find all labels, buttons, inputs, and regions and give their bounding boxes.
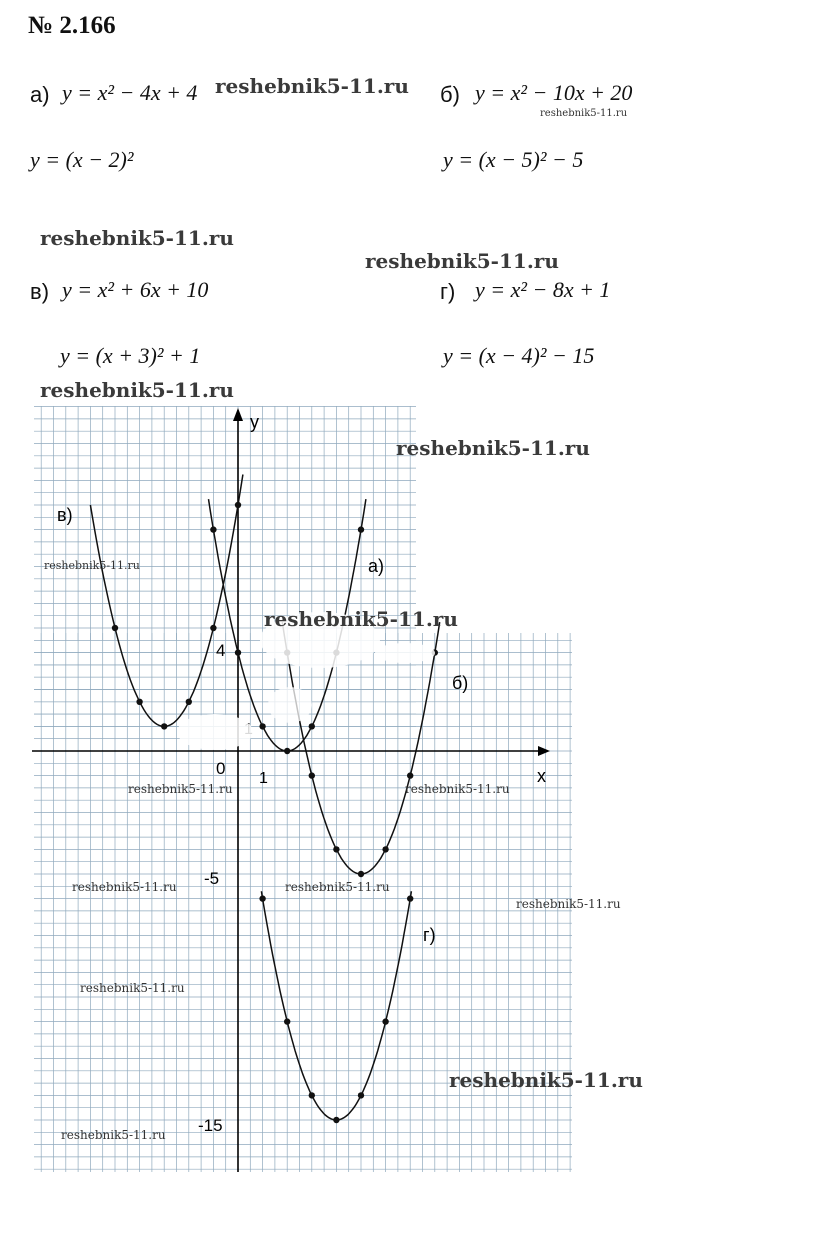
watermark: reshebnik5-11.ru: [285, 880, 390, 894]
labels: [57, 412, 546, 1135]
point-1: [407, 772, 413, 778]
point-0: [210, 526, 216, 532]
part-v-label: в): [30, 279, 50, 304]
y-axis-arrow: [233, 408, 243, 421]
watermark: reshebnik5-11.ru: [40, 226, 234, 250]
part-a-label: а): [30, 82, 50, 107]
watermark: reshebnik5-11.ru: [264, 607, 458, 631]
part-a-given: y = x² − 4x + 4: [62, 80, 198, 105]
scan-smudge: [375, 643, 435, 663]
part-b-answer: y = (x − 5)² − 5: [443, 147, 584, 172]
series-label-b: б): [452, 673, 469, 693]
part-v-given: y = x² + 6x + 10: [62, 277, 209, 302]
watermark: reshebnik5-11.ru: [61, 1128, 166, 1142]
watermark: reshebnik5-11.ru: [540, 108, 628, 119]
part-b-label: б): [440, 82, 460, 107]
watermark: reshebnik5-11.ru: [80, 981, 185, 995]
point-0: [358, 526, 364, 532]
point-2: [235, 502, 241, 508]
part-g-answer: y = (x − 4)² − 15: [443, 343, 595, 368]
point-3: [259, 895, 265, 901]
point-0: [309, 723, 315, 729]
y-axis-label: y: [250, 412, 259, 432]
y-tick-minus-5: -5: [204, 869, 220, 888]
watermark: reshebnik5-11.ru: [365, 249, 559, 273]
part-g-given: y = x² − 8x + 1: [475, 277, 611, 302]
point-0: [235, 649, 241, 655]
parabola-2: [90, 475, 243, 727]
point-2: [210, 625, 216, 631]
y-tick-4: 4: [216, 641, 226, 660]
part-a-answer: y = (x − 2)²: [30, 147, 134, 172]
x-axis-label: x: [537, 766, 546, 786]
point-0: [259, 723, 265, 729]
point-2: [186, 699, 192, 705]
point-3: [407, 895, 413, 901]
point-1: [382, 846, 388, 852]
scan-smudge: [268, 687, 312, 723]
point-3: [284, 1018, 290, 1024]
watermark: reshebnik5-11.ru: [215, 74, 409, 98]
watermark: reshebnik5-11.ru: [449, 1068, 643, 1092]
point-2: [112, 625, 118, 631]
part-g-label: г): [440, 279, 456, 304]
point-3: [382, 1018, 388, 1024]
watermark: reshebnik5-11.ru: [44, 559, 140, 572]
part-v-answer: y = (x + 3)² + 1: [60, 343, 201, 368]
series-label-v: в): [57, 505, 73, 525]
origin-label: 0: [216, 759, 226, 778]
point-2: [161, 723, 167, 729]
point-0: [284, 748, 290, 754]
watermark: reshebnik5-11.ru: [128, 782, 233, 796]
watermark: reshebnik5-11.ru: [516, 897, 621, 911]
watermark: reshebnik5-11.ru: [405, 782, 510, 796]
y-tick-minus-15: -15: [198, 1116, 223, 1135]
series-label-g: г): [423, 925, 436, 945]
scan-smudge: [177, 714, 253, 750]
point-3: [333, 1117, 339, 1123]
watermark: reshebnik5-11.ru: [40, 378, 234, 402]
problem-title: № 2.166: [28, 12, 116, 39]
point-1: [333, 846, 339, 852]
point-3: [309, 1092, 315, 1098]
point-3: [358, 1092, 364, 1098]
series-label-a: а): [368, 556, 385, 576]
point-1: [309, 772, 315, 778]
x-tick-1: 1: [259, 770, 268, 787]
watermark: reshebnik5-11.ru: [72, 880, 177, 894]
point-1: [358, 871, 364, 877]
part-b-given: y = x² − 10x + 20: [475, 80, 633, 105]
point-2: [136, 699, 142, 705]
watermark: reshebnik5-11.ru: [396, 436, 590, 460]
x-axis-arrow: [538, 746, 550, 756]
